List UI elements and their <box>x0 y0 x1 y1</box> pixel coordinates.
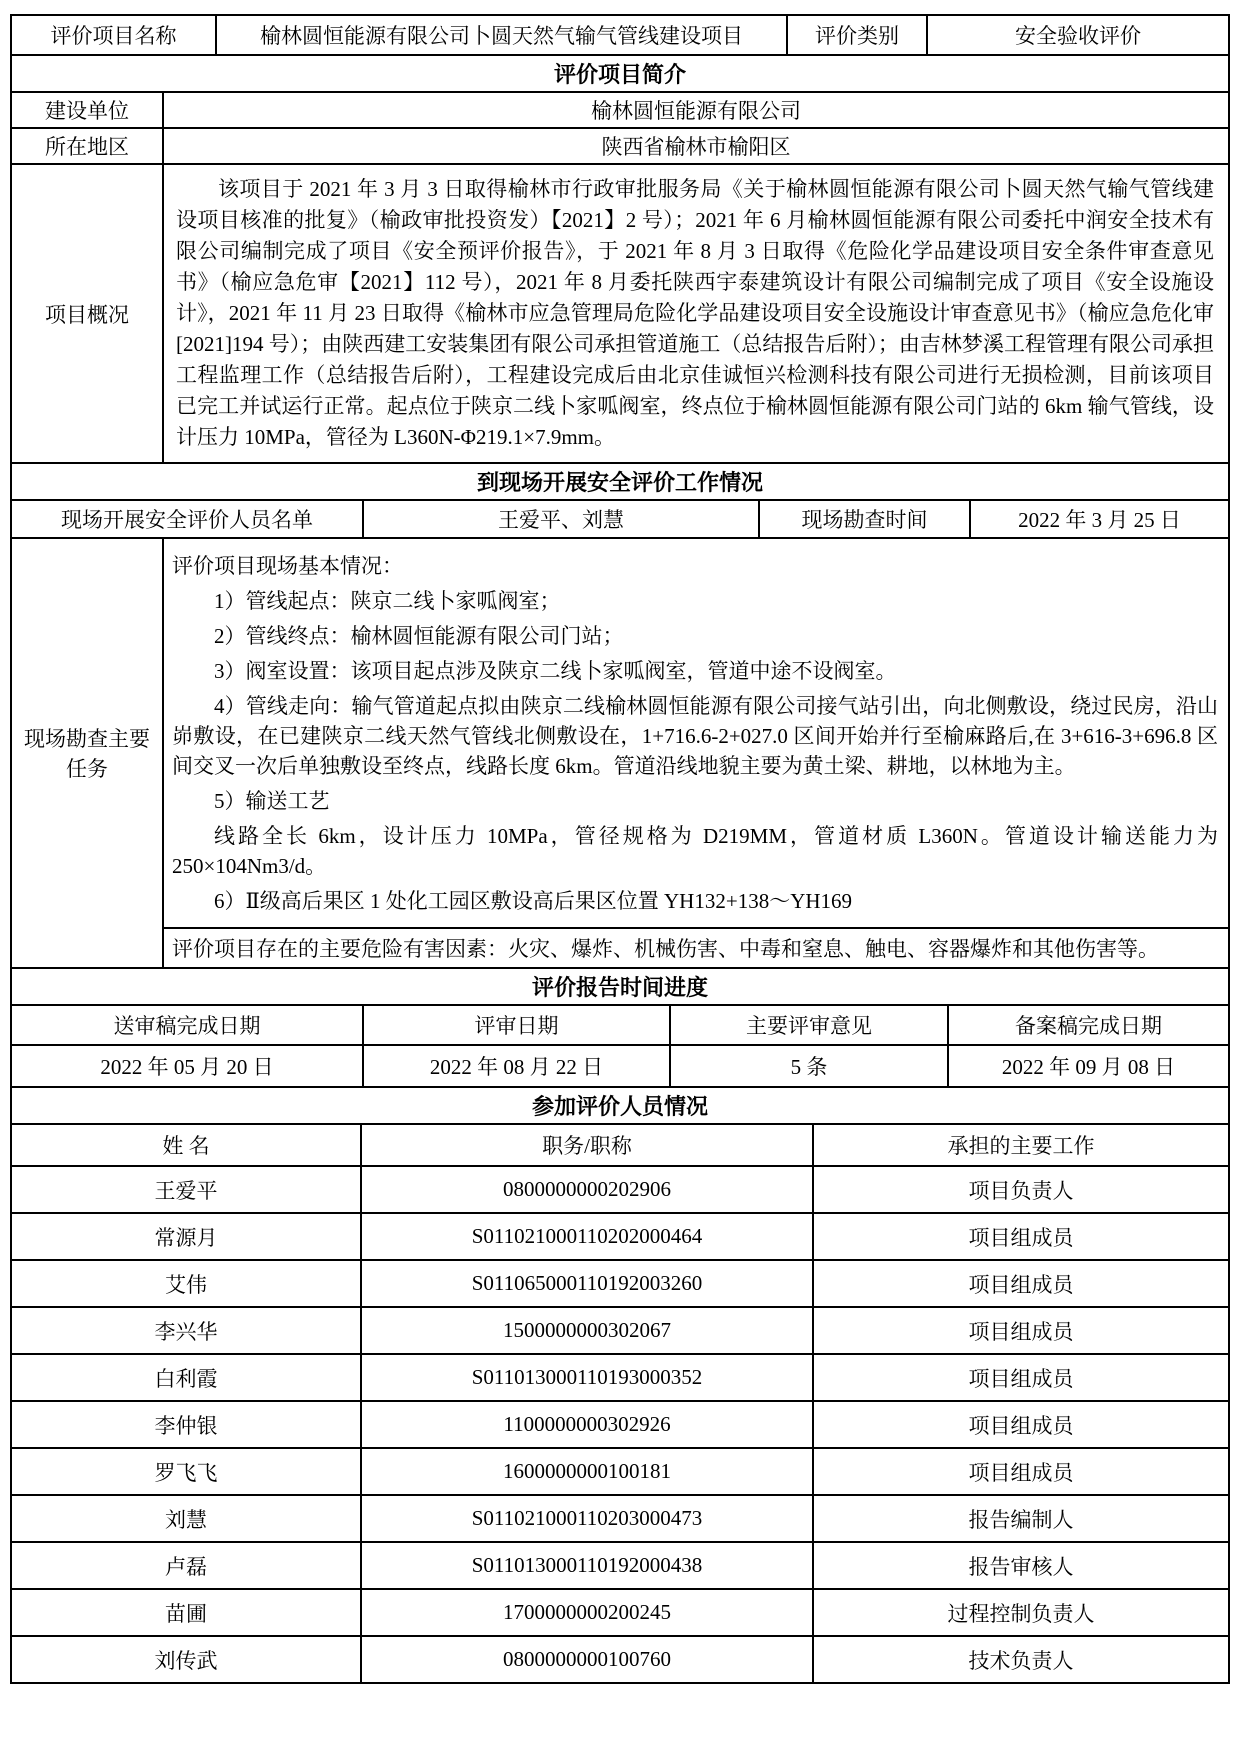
builder-label: 建设单位 <box>12 93 164 127</box>
table-row <box>12 1214 1228 1261</box>
project-name-label: 评价项目名称 <box>12 16 217 54</box>
task-line: 1）管线起点：陕京二线卜家呱阀室； <box>214 589 561 613</box>
participant-role: 项目组成员 <box>968 1272 1074 1297</box>
project-name-value: 榆林圆恒能源有限公司卜圆天然气输气管线建设项目 <box>217 16 788 54</box>
participant-name: 刘传武 <box>12 1637 362 1682</box>
task-content <box>164 539 1228 927</box>
table-row <box>12 501 1228 539</box>
overview-text <box>164 165 1228 462</box>
safety-evaluation-form <box>10 14 1230 1684</box>
table-row <box>12 1590 1228 1637</box>
participant-name: 王爱平 <box>12 1167 362 1212</box>
category-value: 安全验收评价 <box>1015 24 1141 48</box>
participant-cert: S011021000110203000473 <box>362 1496 814 1541</box>
table-row <box>12 1308 1228 1355</box>
participant-role: 报告编制人 <box>968 1507 1074 1532</box>
participant-cert: 1100000000302926 <box>362 1402 814 1447</box>
participant-name: 艾伟 <box>12 1261 362 1306</box>
task-line: 评价项目现场基本情况： <box>172 554 403 578</box>
participant-role: 项目组成员 <box>968 1319 1074 1344</box>
category-label: 评价类别 <box>788 16 928 54</box>
task-line: 6）Ⅱ级高后果区 1 处化工园区敷设高后果区位置 YH132+138～YH169 <box>214 889 853 913</box>
table-row <box>12 1261 1228 1308</box>
table-row <box>12 1496 1228 1543</box>
task-line: 3）阀室设置：该项目起点涉及陕京二线卜家呱阀室，管道中途不设阀室。 <box>214 659 897 683</box>
hazard-text: 评价项目存在的主要危险有害因素：火灾、爆炸、机械伤害、中毒和窒息、触电、容器爆炸和其他伤害等。 <box>164 927 1228 967</box>
table-row <box>12 16 1228 56</box>
schedule-value: 2022 年 08 月 22 日 <box>364 1046 671 1086</box>
schedule-col-header: 主要评审意见 <box>671 1006 949 1044</box>
participant-cert: S011021000110202000464 <box>362 1214 814 1259</box>
participant-role: 过程控制负责人 <box>947 1601 1095 1626</box>
schedule-col-header: 评审日期 <box>364 1006 671 1044</box>
table-row <box>12 969 1228 1006</box>
participant-name: 苗圃 <box>12 1590 362 1635</box>
table-row <box>12 1637 1228 1682</box>
participant-role: 项目组成员 <box>968 1366 1074 1391</box>
builder-value: 榆林圆恒能源有限公司 <box>591 99 801 123</box>
participant-name: 刘慧 <box>12 1496 362 1541</box>
table-row <box>12 1449 1228 1496</box>
section-title-intro: 评价项目简介 <box>553 62 686 87</box>
table-row <box>12 1046 1228 1088</box>
table-row <box>12 1543 1228 1590</box>
table-row <box>12 1355 1228 1402</box>
task-line: 4）管线走向：输气管道起点拟由陕京二线榆林圆恒能源有限公司接气站引出，向北侧敷设，绕过民房，沿山峁敷设，在已建陕京二线天然气管线北侧敷设在，1+716.6-2+027.0 区间开始并行至榆麻路后,在 3+616-3+696.8 区间交叉一次后单独敷设至终点，线路长度 6km。管道沿线地貌主要为黄土梁、耕地，以林地为主。 <box>172 694 1218 778</box>
table-row <box>12 1088 1228 1125</box>
participant-cert: S011013000110193000352 <box>362 1355 814 1400</box>
region-value: 陕西省榆林市榆阳区 <box>601 135 791 159</box>
participant-cert: 1700000000200245 <box>362 1590 814 1635</box>
schedule-value: 2022 年 09 月 08 日 <box>1001 1055 1176 1079</box>
participant-cert: S011013000110192000438 <box>362 1543 814 1588</box>
participant-name: 罗飞飞 <box>12 1449 362 1494</box>
table-row <box>12 1125 1228 1167</box>
task-line: 线路全长 6km，设计压力 10MPa，管径规格为 D219MM，管道材质 L360N。管道设计输送能力为 250×104Nm3/d。 <box>172 824 1218 878</box>
table-row <box>12 56 1228 93</box>
survey-time-label: 现场勘查时间 <box>760 501 971 537</box>
participant-cert: 0800000000202906 <box>362 1167 814 1212</box>
participants-col-header: 承担的主要工作 <box>947 1134 1095 1158</box>
overview-label: 项目概况 <box>12 165 164 462</box>
region-label: 所在地区 <box>12 129 164 163</box>
task-line: 2）管线终点：榆林圆恒能源有限公司门站； <box>214 624 624 648</box>
table-row <box>12 1167 1228 1214</box>
schedule-value: 2022 年 05 月 20 日 <box>12 1046 364 1086</box>
participant-role: 项目组成员 <box>968 1225 1074 1250</box>
participant-cert: S011065000110192003260 <box>362 1261 814 1306</box>
participant-name: 李仲银 <box>12 1402 362 1447</box>
task-label: 现场勘查主要任务 <box>12 539 164 967</box>
participants-col-header: 姓 名 <box>12 1125 362 1165</box>
survey-time-value: 2022 年 3 月 25 日 <box>1018 508 1181 532</box>
participant-name: 卢磊 <box>12 1543 362 1588</box>
participant-cert: 0800000000100760 <box>362 1637 814 1682</box>
participant-role: 项目组成员 <box>968 1460 1074 1485</box>
task-content-area <box>164 539 1228 967</box>
participant-name: 白利霞 <box>12 1355 362 1400</box>
table-row <box>12 1006 1228 1046</box>
table-row <box>12 129 1228 165</box>
participant-cert: 1600000000100181 <box>362 1449 814 1494</box>
table-row <box>12 1402 1228 1449</box>
task-line: 5）输送工艺 <box>214 789 330 813</box>
participant-role: 技术负责人 <box>968 1648 1074 1673</box>
schedule-value: 5 条 <box>671 1046 949 1086</box>
table-row <box>12 539 1228 969</box>
table-row <box>12 93 1228 129</box>
section-title-survey: 到现场开展安全评价工作情况 <box>476 470 763 495</box>
table-row <box>12 165 1228 464</box>
section-title-schedule: 评价报告时间进度 <box>531 975 708 1000</box>
table-row <box>12 464 1228 501</box>
participant-role: 报告审核人 <box>968 1554 1074 1579</box>
schedule-col-header: 送审稿完成日期 <box>12 1006 364 1044</box>
participant-name: 常源月 <box>12 1214 362 1259</box>
survey-personnel-label: 现场开展安全评价人员名单 <box>12 501 364 537</box>
participant-role: 项目组成员 <box>968 1413 1074 1438</box>
participants-col-header: 职务/职称 <box>362 1125 814 1165</box>
participant-name: 李兴华 <box>12 1308 362 1353</box>
survey-personnel-value: 王爱平、刘慧 <box>364 501 760 537</box>
participant-role: 项目负责人 <box>968 1178 1074 1203</box>
overview-paragraph: 该项目于 2021 年 3 月 3 日取得榆林市行政审批服务局《关于榆林圆恒能源有限公司卜圆天然气输气管线建设项目核准的批复》（榆政审批投资发）【2021】2 号）；2021 年 6 月榆林圆恒能源有限公司委托中润安全技术有限公司编制完成了项目《安全预评价报告》，于 2021 年 8 月 3 日取得《危险化学品建设项目安全条件审查意见书》（榆应急危审【2021】112 号），2021 年 8 月委托陕西宇泰建筑设计有限公司编制完成了项目《安全设施设计》，2021 年 11 月 23 日取得《榆林市应急管理局危险化学品建设项目安全设施设计审查意见书》（榆应急危化审[2021]194 号）；由陕西建工安装集团有限公司承担管道施工（总结报告后附）；由吉林梦溪工程管理有限公司承担工程监理工作（总结报告后附），工程建设完成后由北京佳诚恒兴检测科技有限公司进行无损检测，目前该项目已完工并试运行正常。起点位于陕京二线卜家呱阀室，终点位于榆林圆恒能源有限公司门站的 6km 输气管线，设计压力 10MPa，管径为 L360N-Φ219.1×7.9mm。 <box>176 177 1214 449</box>
participant-cert: 1500000000302067 <box>362 1308 814 1353</box>
section-title-participants: 参加评价人员情况 <box>531 1094 708 1119</box>
schedule-col-header: 备案稿完成日期 <box>1015 1014 1162 1038</box>
